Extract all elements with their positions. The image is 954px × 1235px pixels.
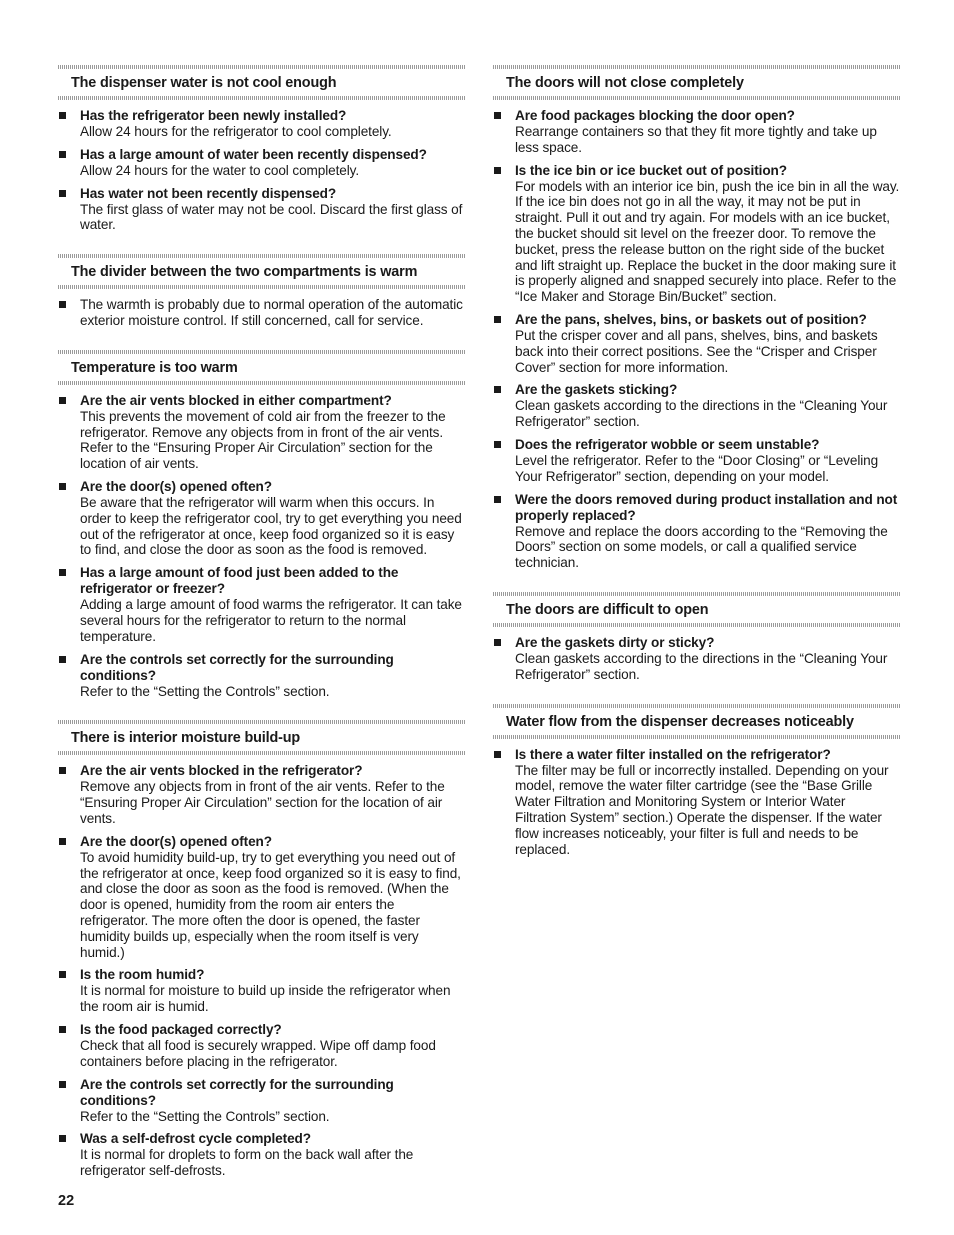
section-doors-not-close [493, 58, 900, 571]
list-item [58, 1131, 465, 1179]
item-answer: Remove any objects from in front of the air vents. Refer to the “Ensuring Proper Air Circulation” section for the location of air vents. [80, 779, 445, 826]
bullet-icon [59, 1026, 66, 1033]
bullet-icon [59, 838, 66, 845]
item-question: Are the gaskets sticking? [515, 382, 678, 398]
item-answer: Adding a large amount of food warms the refrigerator. It can take several hours for the refrigerator to return to the normal temperature. [80, 597, 462, 644]
section-header [58, 247, 465, 297]
section-header [493, 58, 900, 108]
section-title: The doors are difficult to open [506, 601, 709, 618]
section-header [493, 697, 900, 747]
bullet-icon [494, 496, 501, 503]
list-item [58, 393, 465, 472]
bullet-icon [59, 1135, 66, 1142]
item-question: Are food packages blocking the door open? [515, 108, 795, 123]
right-column [493, 58, 900, 871]
bullet-icon [494, 316, 501, 323]
item-answer: Refer to the “Setting the Controls” section. [80, 683, 330, 699]
item-question: Has the refrigerator been newly installed? [80, 108, 347, 123]
bullet-icon [59, 397, 66, 404]
item-question: Are the pans, shelves, bins, or baskets out of position? [515, 311, 867, 327]
section-title: The divider between the two compartments is warm [71, 264, 418, 281]
item-answer: Allow 24 hours for the refrigerator to cool completely. [80, 124, 392, 139]
section-title: The dispenser water is not cool enough [71, 75, 337, 91]
section-header [58, 713, 465, 763]
list-item [58, 565, 465, 644]
item-answer: Rearrange containers so that they fit more tightly and take up less space. [515, 124, 877, 155]
list-item [58, 1077, 465, 1125]
item-question: Is the room humid? [80, 967, 205, 983]
item-question: Is the food packaged correctly? [80, 1021, 282, 1037]
item-answer: Clean gaskets according to the directions in the “Cleaning Your Refrigerator” section. [515, 398, 888, 430]
section-doors-difficult-open [493, 585, 900, 683]
bullet-icon [59, 1081, 66, 1088]
item-question: Are the door(s) opened often? [80, 478, 272, 494]
bullet-icon [494, 167, 501, 174]
section-header [58, 58, 465, 108]
list-item [493, 312, 900, 375]
list-item [58, 763, 465, 826]
bullet-icon [494, 639, 501, 646]
item-answer: This prevents the movement of cold air from the freezer to the refrigerator. Remove any objects from in front of the air vents. Refer to the “Ensuring Proper Air Circulation” section for the location of air vents. [80, 408, 446, 472]
list-item [58, 652, 465, 700]
section-interior-moisture [58, 713, 465, 1179]
item-question: Are the controls set correctly for the surrounding conditions? [80, 651, 394, 683]
list-item [493, 108, 900, 156]
page-number: 22 [58, 1193, 75, 1209]
item-answer: Clean gaskets according to the directions in the “Cleaning Your Refrigerator” section. [515, 650, 888, 682]
item-question: Has water not been recently dispensed? [80, 185, 337, 201]
section-dispenser-water-not-cool [58, 58, 465, 233]
list-item [493, 382, 900, 430]
item-question: Are the gaskets dirty or sticky? [515, 634, 715, 650]
bullet-icon [59, 971, 66, 978]
bullet-icon [494, 112, 501, 119]
left-column [58, 58, 465, 1193]
list-item [58, 1022, 465, 1070]
bullet-icon [494, 386, 501, 393]
item-answer: Put the crisper cover and all pans, shelves, bins, and baskets back into their correct positions. See the “Crisper and Crisper Cover” section for more information. [515, 327, 878, 375]
list-item [58, 967, 465, 1015]
section-header [493, 585, 900, 635]
item-question: Are the air vents blocked in either compartment? [80, 392, 392, 408]
bullet-icon [59, 767, 66, 774]
bullet-icon [494, 441, 501, 448]
item-answer: For models with an interior ice bin, push the ice bin in all the way. If the ice bin does not go in all the way, it may not be put in straight. Pull it out and try again. For models with an ice bucket, the bucket should sit level on the freezer door. To remove the bucket, press the release button on the right side of the bucket and lift straight up. Replace the bucket in the door making sure it is properly aligned and snapped securely into place. Refer to the “Ice Maker and Storage Bin/Bucket” section. [515, 178, 900, 305]
section-title: The doors will not close completely [506, 75, 744, 91]
bullet-icon [59, 190, 66, 197]
list-item [58, 834, 465, 961]
section-water-flow-decreases [493, 697, 900, 858]
list-item [58, 297, 465, 329]
section-divider-warm [58, 247, 465, 329]
bullet-icon [494, 751, 501, 758]
list-item [58, 186, 465, 234]
item-answer: Refer to the “Setting the Controls” section. [80, 1108, 330, 1124]
list-item [493, 437, 900, 485]
bullet-icon [59, 301, 66, 308]
item-answer: Check that all food is securely wrapped. Wipe off damp food containers before placing in the refrigerator. [80, 1037, 436, 1069]
list-item [493, 492, 900, 571]
item-answer: It is normal for droplets to form on the back wall after the refrigerator self-defrosts. [80, 1147, 414, 1179]
item-answer: Allow 24 hours for the water to cool completely. [80, 162, 360, 178]
item-question: Has a large amount of food just been added to the refrigerator or freezer? [80, 565, 399, 597]
item-answer: Remove and replace the doors according to the “Removing the Doors” section on some models, or call a qualified service technician. [515, 523, 888, 571]
list-item [493, 163, 900, 305]
item-question: Are the air vents blocked in the refrigerator? [80, 763, 363, 779]
item-answer: It is normal for moisture to build up inside the refrigerator when the room air is humid. [80, 983, 451, 1015]
list-item [58, 147, 465, 179]
item-question: Is there a water filter installed on the refrigerator? [515, 746, 831, 762]
item-question: Were the doors removed during product installation and not properly replaced? [515, 491, 898, 523]
item-answer: Level the refrigerator. Refer to the “Door Closing” or “Leveling Your Refrigerator” section, depending on your model. [515, 452, 879, 484]
section-title: Water flow from the dispenser decreases noticeably [506, 713, 854, 730]
list-item [58, 479, 465, 558]
section-header [58, 343, 465, 393]
list-item [493, 747, 900, 858]
item-answer: The filter may be full or incorrectly installed. Depending on your model, remove the water filter cartridge (see the “Base Grille Water Filtration and Monitoring System or Interior Water Filtration System” section.) Operate the dispenser. If the water flow increases noticeably, your filter is full and needs to be replaced. [515, 762, 889, 857]
section-temperature-too-warm [58, 343, 465, 700]
bullet-icon [59, 112, 66, 119]
list-item [493, 635, 900, 683]
section-title: There is interior moisture build-up [71, 730, 301, 747]
bullet-icon [59, 656, 66, 663]
item-question: Are the door(s) opened often? [80, 833, 272, 849]
item-question: Does the refrigerator wobble or seem unstable? [515, 436, 820, 452]
bullet-icon [59, 569, 66, 576]
item-answer: To avoid humidity build-up, try to get everything you need out of the refrigerator at once, keep food organized so it is easy to find, and close the door as soon as the food is removed. (When the door is opened, humidity from the room air enters the refrigerator. The more often the door is opened, the faster humidity builds up, especially when the room itself is very humid.) [80, 849, 461, 960]
section-title: Temperature is too warm [71, 359, 238, 376]
item-question: Was a self-defrost cycle completed? [80, 1131, 311, 1147]
item-question: Are the controls set correctly for the surrounding conditions? [80, 1076, 394, 1108]
bullet-icon [59, 483, 66, 490]
item-answer: Be aware that the refrigerator will warm when this occurs. In order to keep the refrigerator cool, try to get everything you need out of the refrigerator at once, keep food organized so it is easy to find, and close the door as soon as the food is removed. [80, 494, 462, 558]
item-answer: The warmth is probably due to normal operation of the automatic exterior moisture control. If still concerned, call for service. [80, 297, 463, 328]
item-question: Has a large amount of water been recently dispensed? [80, 146, 427, 162]
item-question: Is the ice bin or ice bucket out of position? [515, 162, 787, 178]
list-item [58, 108, 465, 140]
item-answer: The first glass of water may not be cool. Discard the first glass of water. [80, 201, 463, 233]
bullet-icon [59, 151, 66, 158]
